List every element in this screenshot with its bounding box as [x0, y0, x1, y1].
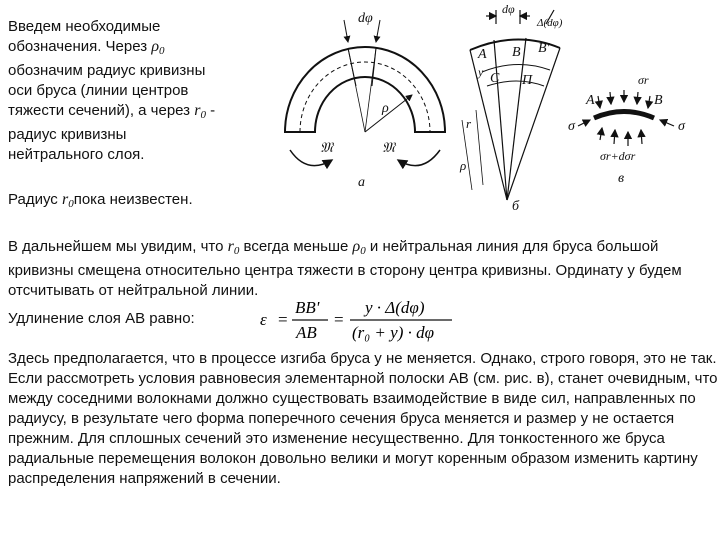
rho-symbol: ρ — [151, 38, 159, 55]
radius-line: Радиус $r_0пока$ неизвестен. — [8, 191, 193, 210]
formula-equals: = — [278, 310, 288, 329]
elongation-label: Удлинение слоя АВ равно: — [8, 310, 195, 327]
label-dphi-b: dφ — [502, 2, 515, 16]
label-moment-right: 𝔐 — [382, 141, 395, 156]
label-dphi-a: dφ — [358, 11, 373, 26]
elongation-formula — [252, 292, 462, 346]
label-Pi: П — [522, 73, 533, 88]
intro-line: оси бруса (линии центров — [8, 82, 189, 99]
label-fig-v: в — [618, 171, 625, 186]
label-B-prime: B' — [538, 41, 550, 56]
intro-text — [8, 17, 280, 165]
r-symbol: r — [227, 238, 234, 255]
subscript-zero: 0 — [233, 245, 240, 257]
label-B: B — [512, 45, 521, 60]
curved-beam-figure — [282, 0, 718, 222]
label-rho-a: ρ — [382, 101, 389, 116]
figure-b-element — [462, 10, 560, 200]
subscript-zero: 0 — [360, 245, 366, 257]
intro-line: нейтрального слоя. — [8, 146, 145, 163]
label-fig-a: а — [358, 175, 365, 190]
formula-equals: = — [334, 310, 344, 329]
intro-line: обозначения. Через $\rho_0$ — [8, 38, 165, 57]
label-y: y — [478, 65, 484, 79]
formula-epsilon: ε — [260, 310, 267, 329]
label-C: C — [490, 71, 500, 86]
formula-numerator-2: y · Δ(dφ) — [365, 298, 425, 317]
label-sigma-r-d: σr+dσr — [600, 149, 636, 163]
subscript-zero: 0 — [68, 198, 74, 210]
label-sigma-r: σr — [638, 73, 649, 87]
r-symbol: r — [194, 102, 201, 119]
label-sigma-right: σ — [678, 119, 685, 134]
intro-line: обозначим радиус кривизны — [8, 62, 206, 79]
label-A: A — [478, 47, 487, 62]
r-symbol: r — [61, 191, 69, 208]
intro-line: Введем необходимые — [8, 18, 161, 35]
label-A-v: A — [586, 93, 595, 108]
figure-a-beam — [285, 20, 445, 166]
subscript-zero: 0 — [200, 109, 206, 121]
intro-line: тяжести сечений), а через $r_0$ - — [8, 102, 216, 121]
label-fig-b: б — [512, 199, 520, 214]
formula-denominator-1: AB — [296, 323, 317, 342]
rho-symbol: ρ — [352, 238, 361, 255]
label-r: r — [466, 116, 472, 131]
label-delta-dphi: Δ(dφ) — [537, 17, 563, 29]
intro-line: радиус кривизны — [8, 126, 127, 143]
label-B-v: B — [654, 93, 663, 108]
formula-denominator-2: (r₀ + y) · dφ — [352, 323, 435, 342]
paragraph-radial-interaction: Здесь предполагается, что в процессе изгиба бруса y не меняется. Однако, строго говоря, это не так. Если рассмотреть условия равновесия элементарной полоски АВ (см. рис. в), станет очевидным, что между соседними волокнами должно существовать взаимодействие в виде сил, направленных по радиусу, в результате чего форма поперечного сечения бруса меняется и размер y не остается прежним. Для сплошных сечений это изменение несущественно. Для тонкостенного же бруса радиальные перемещения волокон довольно велики и могут коренным образом изменить картину распределения напряжений в сечении. — [8, 350, 718, 487]
paragraph-neutral-line: В дальнейшем мы увидим, что $r_0$ всегда меньше $\rho_0$ и нейтральная линия для бруса большой кривизны смещена относительно центра тяжести в сторону центра кривизны. Ординату y будем отсчитывать от нейтральной линии. — [8, 238, 682, 299]
subscript-zero: 0 — [159, 45, 165, 57]
label-rho-b: ρ — [460, 158, 467, 173]
label-moment-left: 𝔐 — [320, 141, 333, 156]
label-sigma-left: σ — [568, 119, 575, 134]
formula-numerator-1: BB' — [295, 298, 320, 317]
